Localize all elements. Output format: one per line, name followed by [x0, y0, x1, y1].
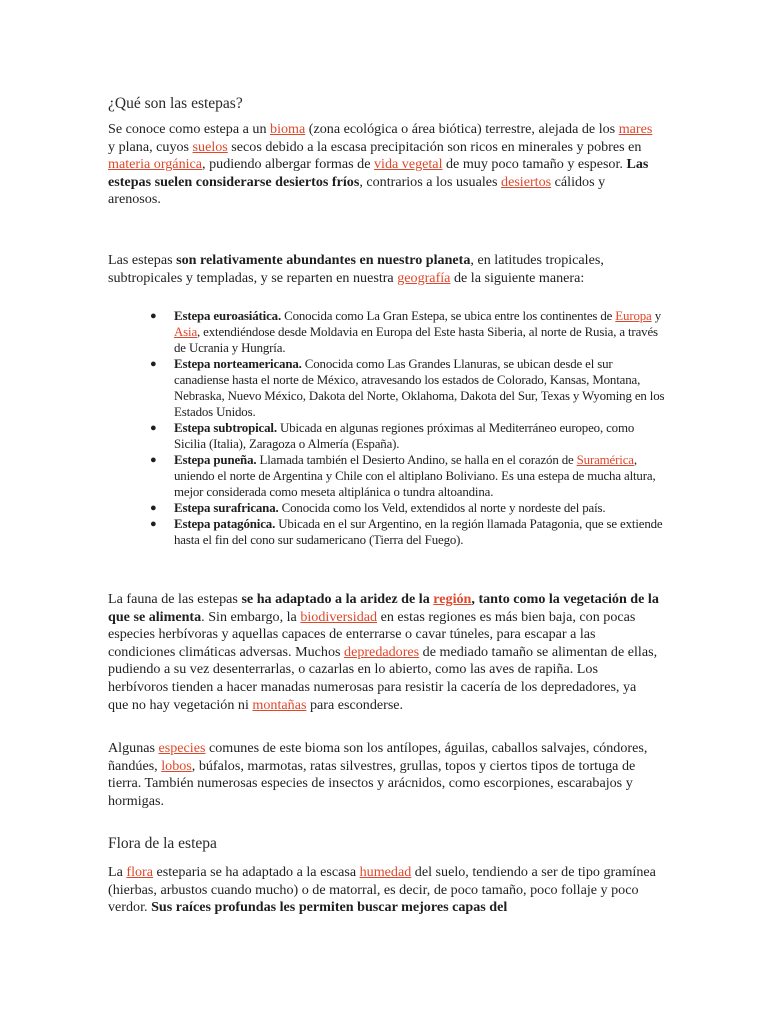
bold-text: Estepa subtropical.: [174, 421, 277, 435]
link-mares[interactable]: mares: [618, 121, 653, 137]
text: del suelo, tendiendo a ser de tipo gramínea (hierbas, arbustos cuando mucho) o de matorral, es decir, de poco tamaño, poco follaje y poco verdor.: [108, 864, 656, 916]
text: Ubicada en el sur Argentino, en la región llamada Patagonia, que se extiende hasta el fin del cono sur sudamericano (Tierra del Fuego).: [174, 517, 663, 547]
list-item-punena: [150, 452, 666, 500]
link-desiertos[interactable]: desiertos: [501, 173, 552, 190]
text: secos debido a la escasa precipitación son ricos en minerales y pobres en: [227, 138, 642, 155]
link-bioma[interactable]: bioma: [270, 121, 306, 137]
list-item-norteamericana: [150, 356, 666, 420]
text: para esconderse.: [306, 696, 404, 713]
text: comunes de este bioma son los antílopes, águilas, caballos salvajes, cóndores, ñandúes,: [108, 740, 648, 774]
text: , pudiendo albergar formas de: [202, 156, 374, 173]
bold-text: Estepa surafricana.: [174, 501, 279, 515]
heading-flora: Flora de la estepa: [108, 835, 217, 852]
bold-text: Sus raíces profundas les permiten buscar mejores capas del: [151, 899, 508, 916]
bold-text: Estepa norteamericana.: [174, 357, 302, 371]
bold-text: Estepa euroasiática.: [174, 309, 282, 323]
bullet-icon: ●: [150, 358, 157, 370]
link-flora[interactable]: flora: [126, 864, 153, 880]
text: , en latitudes tropicales, subtropicales y templadas, y se reparten en nuestra: [108, 252, 604, 286]
link-vida-vegetal[interactable]: vida vegetal: [374, 156, 443, 173]
paragraph-definicion: [108, 121, 660, 209]
link-suramerica[interactable]: Suramérica: [576, 453, 634, 467]
text: en estas regiones es más bien baja, con pocas especies herbívoras y aquellas capaces de enterrarse o cavar túneles, para escapar a las condiciones climáticas adversas. Muchos: [108, 608, 636, 660]
list-item-subtropical: [150, 420, 666, 452]
paragraph-distribucion: [108, 252, 660, 287]
heading-que-son-estepas: ¿Qué son las estepas?: [108, 95, 243, 112]
text: , uniendo el norte de Argentina y Chile con el altiplano Boliviano. Es una estepa de mucha altura, mejor considerada como meseta altiplánica o tundra altoandina.: [174, 453, 656, 499]
text: Ubicada en algunas regiones próximas al Mediterráneo europeo, como Sicilia (Italia), Zaragoza o Almería (España).: [174, 421, 635, 451]
text: Conocida como La Gran Estepa, se ubica entre los continentes de: [281, 309, 616, 323]
link-asia[interactable]: Asia: [174, 325, 198, 339]
bullet-icon: ●: [150, 310, 157, 322]
text: esteparia se ha adaptado a la escasa: [153, 864, 360, 880]
text: y: [651, 309, 661, 323]
text: de muy poco tamaño y espesor.: [442, 156, 627, 173]
link-materia-organica[interactable]: materia orgánica: [108, 156, 203, 173]
link-biodiversidad[interactable]: biodiversidad: [300, 608, 378, 625]
text: , contrarios a los usuales: [359, 173, 502, 190]
bold-text: Las estepas suelen considerarse desiertos fríos: [108, 156, 649, 190]
text: Llamada también el Desierto Andino, se halla en el corazón de: [256, 453, 577, 467]
link-montanas[interactable]: montañas: [252, 696, 307, 713]
text: (zona ecológica o área biótica) terrestre, alejada de los: [305, 121, 619, 137]
bold-text: , tanto como la vegetación de la que se alimenta: [108, 591, 659, 625]
list-item-surafricana: [150, 500, 666, 516]
link-europa[interactable]: Europa: [615, 309, 652, 323]
link-region[interactable]: región: [433, 591, 472, 607]
text: de mediado tamaño se alimentan de ellas, pudiendo a su vez desenterrarlas, o cazarlas en lo abierto, como las aves de rapiña. Los herbívoros tienden a hacer manadas numerosas para resistir la cacería de los depredadores, ya que no hay vegetación ni: [108, 643, 658, 713]
text: , extendiéndose desde Moldavia en Europa del Este hasta Siberia, al norte de Rusia, a través de Ucrania y Hungría.: [174, 325, 658, 355]
text: La: [108, 864, 127, 880]
paragraph-flora: [108, 864, 660, 917]
bold-text: Estepa patagónica.: [174, 517, 276, 531]
text: Se conoce como estepa a un: [108, 121, 271, 137]
link-geografia[interactable]: geografía: [397, 269, 451, 286]
text: cálidos y arenosos.: [108, 173, 606, 208]
bullet-icon: ●: [150, 502, 157, 514]
estepas-list: [150, 308, 666, 548]
text: y plana, cuyos: [108, 138, 193, 155]
paragraph-especies: [108, 740, 660, 810]
list-item-euroasiatica: [150, 308, 666, 356]
text: Las estepas: [108, 252, 177, 268]
bold-text: se ha adaptado a la aridez de la: [241, 591, 434, 607]
text: Conocida como los Veld, extendidos al norte y nordeste del país.: [278, 501, 606, 515]
bold-text: Estepa puneña.: [174, 453, 257, 467]
list-item-patagonica: [150, 516, 666, 548]
bold-text: son relativamente abundantes en nuestro planeta: [176, 252, 471, 268]
bullet-icon: ●: [150, 454, 157, 466]
text: La fauna de las estepas: [108, 591, 242, 607]
text: de la siguiente manera:: [450, 269, 585, 286]
bullet-icon: ●: [150, 518, 157, 530]
text: . Sin embargo, la: [201, 608, 301, 625]
bullet-icon: ●: [150, 422, 157, 434]
text: Conocida como Las Grandes Llanuras, se ubican desde el sur canadiense hasta el norte de México, atravesando los estados de Colorado, Kansas, Montana, Nebraska, Nuevo México, Dakota del Norte, Oklahoma, Dakota del Sur, Texas y Wyoming en los Estados Unidos.: [174, 357, 665, 419]
link-lobos[interactable]: lobos: [161, 757, 192, 774]
link-depredadores[interactable]: depredadores: [344, 643, 420, 660]
text: , búfalos, marmotas, ratas silvestres, grullas, topos y ciertos tipos de tortuga de tierra. También numerosas especies de insectos y arácnidos, como escorpiones, escarabajos y hormigas.: [108, 757, 636, 809]
paragraph-fauna: [108, 591, 660, 714]
link-suelos[interactable]: suelos: [192, 138, 228, 155]
link-especies[interactable]: especies: [158, 740, 206, 756]
text: Algunas: [108, 740, 159, 756]
link-humedad[interactable]: humedad: [359, 864, 412, 880]
